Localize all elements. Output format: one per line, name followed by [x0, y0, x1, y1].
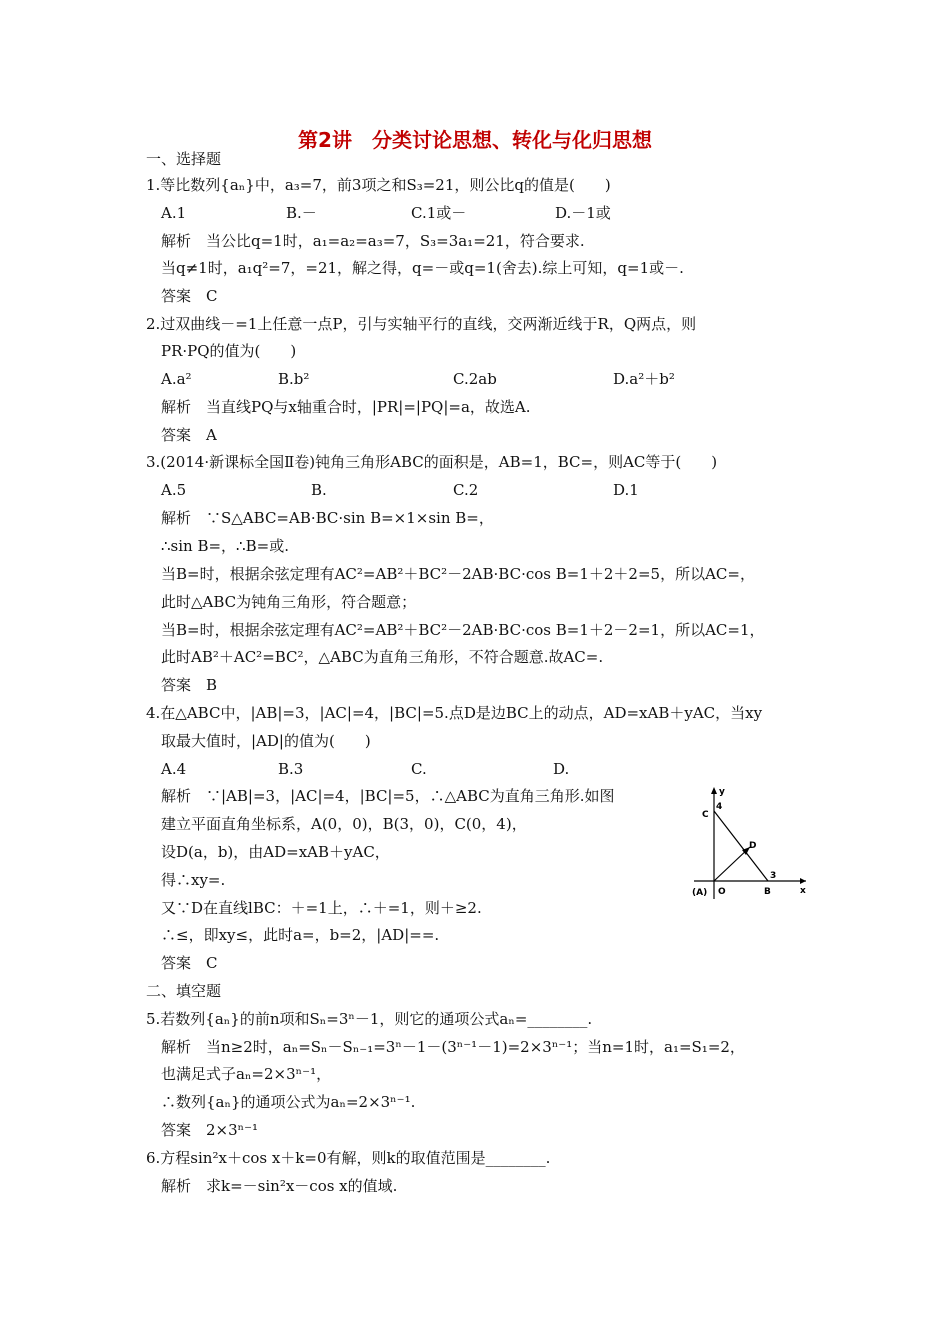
option: B.－: [286, 204, 317, 222]
question-stem: 5.若数列{aₙ}的前n项和Sₙ=3ⁿ－1，则它的通项公式aₙ=________.: [146, 1010, 593, 1028]
question-stem: 取最大值时，|AD|的值为( ): [161, 732, 371, 750]
figure-label: C: [702, 810, 709, 820]
y-axis-arrow: [711, 787, 717, 794]
option: C.2ab: [453, 370, 497, 388]
analysis-line: 解析 当公比q=1时，a₁=a₂=a₃=7，S₃=3a₁=21，符合要求.: [161, 232, 585, 250]
x-axis-arrow: [800, 878, 806, 884]
figure-label: x: [800, 886, 806, 896]
option: C.: [411, 760, 427, 778]
option: D.: [553, 760, 570, 778]
section-heading: 二、填空题: [146, 982, 222, 1000]
figure-label: 3: [770, 871, 777, 881]
option: D.a²＋b²: [613, 370, 675, 388]
option: A.4: [161, 760, 187, 778]
answer: 答案 B: [161, 676, 218, 694]
analysis-line: 解析 ∵S△ABC=AB·BC·sin B=×1×sin B=，: [161, 509, 494, 527]
page-title: 第2讲 分类讨论思想、转化与化归思想: [298, 128, 652, 152]
analysis-line: ∴sin B=，∴B=或.: [161, 537, 289, 555]
analysis-line: 解析 求k=－sin²x－cos x的值域.: [161, 1177, 398, 1195]
option: C.1或－: [411, 204, 467, 222]
question-stem: 3.(2014·新课标全国Ⅱ卷)钝角三角形ABC的面积是，AB=1，BC=，则AC等于( ): [146, 453, 718, 471]
figure-label: 4: [716, 802, 723, 812]
analysis-line: 当B=时，根据余弦定理有AC²=AB²＋BC²－2AB·BC·cos B=1＋2－2=1，所以AC=1，: [161, 621, 765, 639]
analysis-line: 得∴xy=.: [161, 871, 226, 889]
option: A.5: [161, 481, 187, 499]
analysis-line: 设D(a，b)，由AD=xAB＋yAC，: [161, 843, 390, 861]
analysis-line: 解析 ∵|AB|=3，|AC|=4，|BC|=5，∴△ABC为直角三角形.如图: [161, 787, 615, 805]
figure-label: (A): [692, 888, 708, 898]
question-stem: PR·PQ的值为( ): [161, 342, 297, 360]
option: D.1: [613, 481, 639, 499]
option: C.2: [453, 481, 479, 499]
analysis-line: 也满足式子aₙ=2×3ⁿ⁻¹，: [161, 1065, 332, 1083]
analysis-line: 此时AB²＋AC²=BC²，△ABC为直角三角形，不符合题意.故AC=.: [161, 648, 604, 666]
question-stem: 2.过双曲线－=1上任意一点P，引与实轴平行的直线，交两渐近线于R，Q两点，则: [146, 315, 697, 333]
answer: 答案 2×3ⁿ⁻¹: [161, 1121, 259, 1139]
question-stem: 4.在△ABC中，|AB|=3，|AC|=4，|BC|=5.点D是边BC上的动点，AD=xAB＋yAC，当xy: [146, 704, 763, 722]
answer: 答案 A: [161, 426, 217, 444]
option: B.: [311, 481, 327, 499]
question-stem: 1.等比数列{aₙ}中，a₃=7，前3项之和S₃=21，则公比q的值是( ): [146, 176, 611, 194]
figure-label: B: [764, 887, 771, 897]
analysis-line: ∴≤，即xy≤，此时a=，b=2，|AD|==.: [161, 926, 440, 944]
analysis-line: 解析 当直线PQ与x轴重合时，|PR|=|PQ|=a，故选A.: [161, 398, 531, 416]
option: D.－1或: [555, 204, 611, 222]
option: A.1: [161, 204, 187, 222]
analysis-line: ∴数列{aₙ}的通项公式为aₙ=2×3ⁿ⁻¹.: [161, 1093, 416, 1111]
figure-label: y: [719, 787, 725, 797]
answer: 答案 C: [161, 954, 218, 972]
section-heading: 一、选择题: [146, 150, 222, 168]
figure-label: O: [718, 887, 726, 897]
analysis-line: 此时△ABC为钝角三角形，符合题意；: [161, 593, 417, 611]
option: B.3: [278, 760, 304, 778]
hypotenuse-cb: [714, 811, 768, 881]
figure-label: D: [749, 841, 757, 851]
option: A.a²: [161, 370, 192, 388]
analysis-line: 建立平面直角坐标系，A(0，0)，B(3，0)，C(0，4)，: [161, 815, 527, 833]
question-stem: 6.方程sin²x＋cos x＋k=0有解，则k的取值范围是________.: [146, 1149, 551, 1167]
analysis-line: 当q≠1时，a₁q²=7，=21，解之得，q=－或q=1(舍去).综上可知，q=1或－.: [161, 259, 684, 277]
analysis-line: 又∵D在直线lBC：＋=1上，∴＋=1，则＋≥2.: [161, 899, 482, 917]
answer: 答案 C: [161, 287, 218, 305]
option: B.b²: [278, 370, 310, 388]
analysis-line: 当B=时，根据余弦定理有AC²=AB²＋BC²－2AB·BC·cos B=1＋2＋2=5，所以AC=，: [161, 565, 755, 583]
analysis-line: 解析 当n≥2时，aₙ=Sₙ－Sₙ₋₁=3ⁿ－1－(3ⁿ⁻¹－1)=2×3ⁿ⁻¹；当n=1时，a₁=S₁=2，: [161, 1038, 745, 1056]
coordinate-figure: [688, 783, 810, 901]
